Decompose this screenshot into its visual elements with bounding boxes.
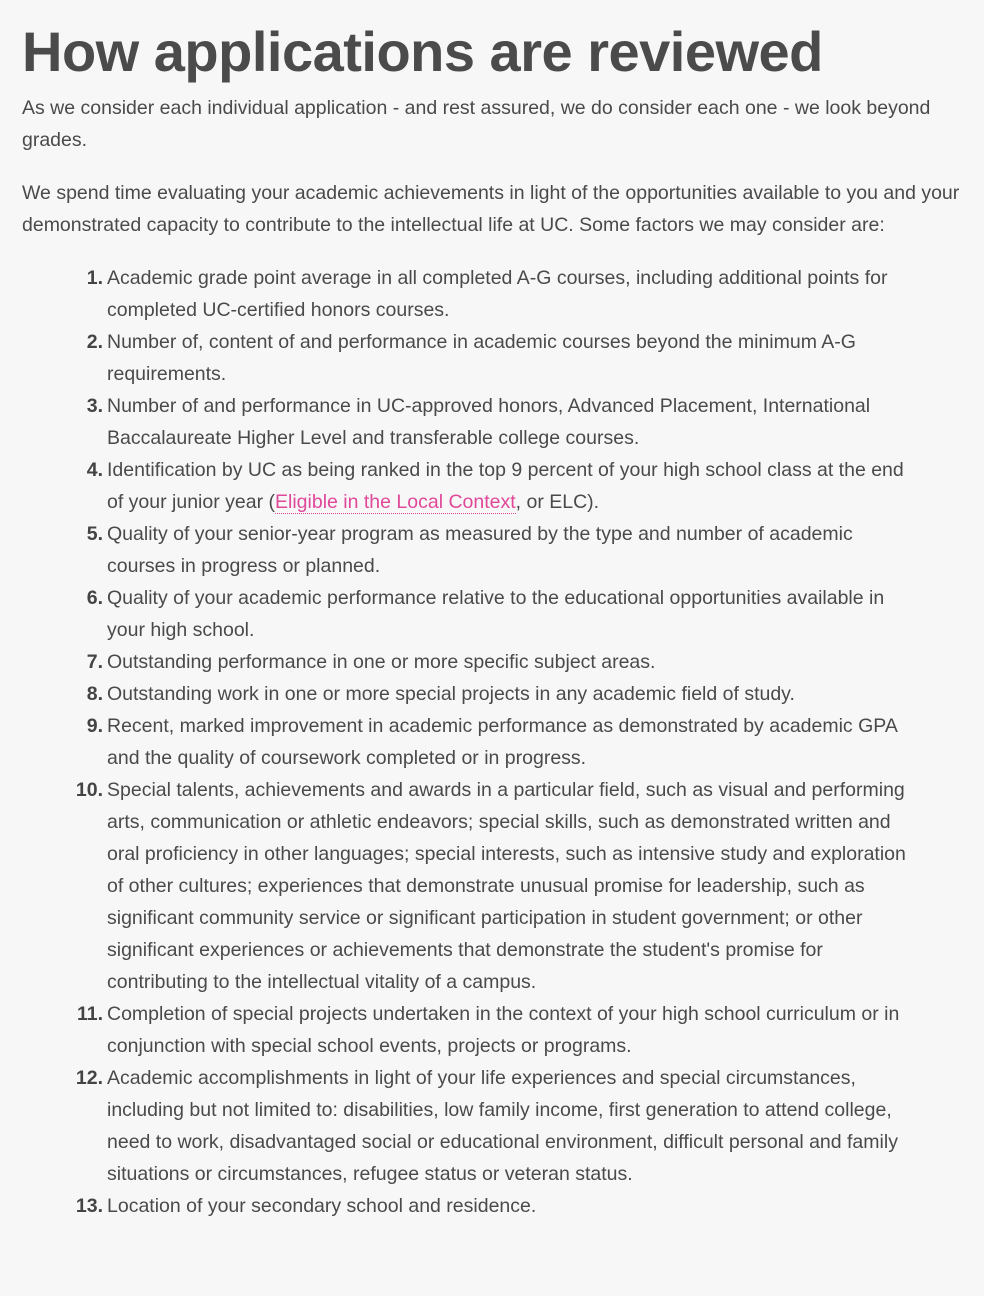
list-item — [86, 518, 962, 582]
list-item — [86, 390, 962, 454]
list-item-text-suffix: , or ELC). — [515, 491, 600, 513]
list-item-text: Number of and performance in UC-approved honors, Advanced Placement, International Baccalaureate Higher Level and transferable college courses. — [107, 395, 871, 449]
list-number: 4. — [86, 459, 103, 481]
list-item — [86, 710, 962, 774]
elc-link[interactable]: Eligible in the Local Context — [275, 491, 516, 513]
list-number: 6. — [86, 587, 103, 609]
list-item-text: Recent, marked improvement in academic performance as demonstrated by academic GPA and the quality of coursework completed or in progress. — [107, 715, 897, 769]
list-item-text: Location of your secondary school and residence. — [107, 1195, 537, 1217]
list-item — [86, 678, 962, 710]
list-number: 5. — [86, 523, 103, 545]
list-number: 7. — [86, 651, 103, 673]
list-item-text: Quality of your academic performance relative to the educational opportunities available in your high school. — [107, 587, 885, 641]
list-item-text: Academic grade point average in all completed A-G courses, including additional points for completed UC-certified honors courses. — [107, 267, 888, 321]
list-item-text: Number of, content of and performance in academic courses beyond the minimum A-G requirements. — [107, 331, 856, 385]
list-item — [75, 1190, 962, 1222]
list-item-text: Special talents, achievements and awards in a particular field, such as visual and performing arts, communication or athletic endeavors; special skills, such as demonstrated written and oral proficiency in other languages; special interests, such as intensive study and exploration of other cultures; experiences that demonstrate unusual promise for leadership, such as significant community service or significant participation in student government; or other significant experiences or achievements that demonstrate the student's promise for contributing to the intellectual vitality of a campus. — [107, 779, 906, 993]
list-number: 3. — [86, 395, 103, 417]
list-item — [86, 582, 962, 646]
list-number: 1. — [86, 267, 103, 289]
list-item-text: Academic accomplishments in light of your life experiences and special circumstances, including but not limited to: disabilities, low family income, first generation to attend college, need to work, disadvantaged social or educational environment, difficult personal and family situations or circumstances, refugee status or veteran status. — [107, 1067, 898, 1185]
list-number: 9. — [86, 715, 103, 737]
page-title: How applications are reviewed — [22, 20, 823, 83]
list-number: 2. — [86, 331, 103, 353]
factors-intro-paragraph: We spend time evaluating your academic achievements in light of the opportunities available to you and your demonstrated capacity to contribute to the intellectual life at UC. Some factors we may consider are: — [22, 182, 960, 236]
list-number: 8. — [86, 683, 103, 705]
list-item — [76, 998, 962, 1062]
list-item — [75, 774, 962, 998]
list-item-text: Completion of special projects undertaken in the context of your high school curriculum or in conjunction with special school events, projects or programs. — [107, 1003, 900, 1057]
list-item — [86, 646, 962, 678]
list-item-text: Identification by UC as being ranked in the top 9 percent of your high school class at the end of your junior year ( — [107, 459, 904, 513]
list-item — [75, 1062, 962, 1190]
list-number: 12. — [75, 1067, 103, 1089]
list-item — [86, 454, 962, 518]
list-item-text: Outstanding work in one or more special projects in any academic field of study. — [107, 683, 795, 705]
list-item — [86, 262, 962, 326]
list-number: 13. — [75, 1195, 103, 1217]
review-factors-list — [22, 262, 962, 1222]
list-item-text: Outstanding performance in one or more specific subject areas. — [107, 651, 656, 673]
list-number: 10. — [75, 779, 103, 801]
intro-paragraph: As we consider each individual application - and rest assured, we do consider each one - we look beyond grades. — [22, 97, 931, 151]
list-item — [86, 326, 962, 390]
list-number: 11. — [76, 1003, 103, 1025]
list-item-text: Quality of your senior-year program as measured by the type and number of academic courses in progress or planned. — [107, 523, 853, 577]
